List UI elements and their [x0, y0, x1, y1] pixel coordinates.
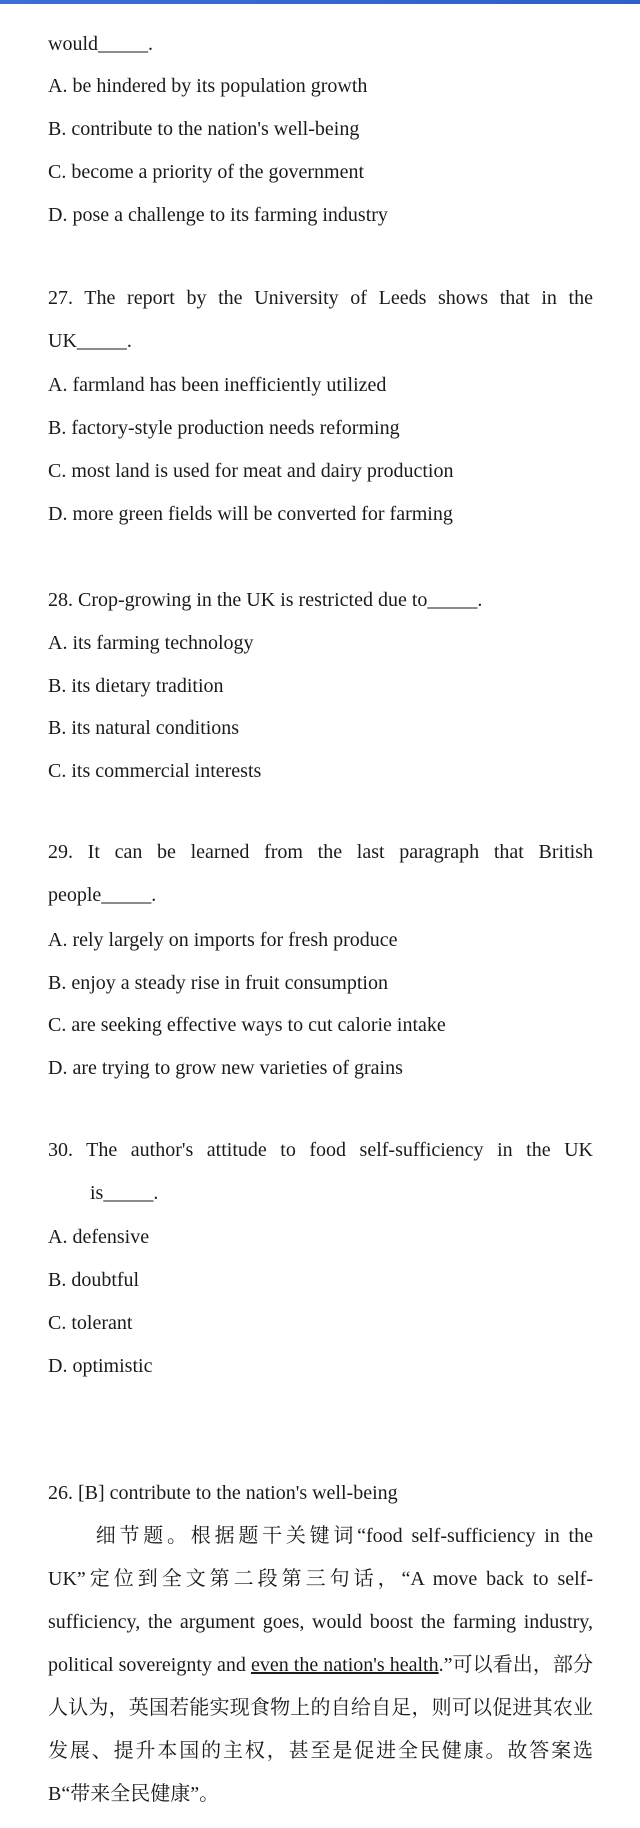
q27-option-d: D. more green fields will be converted for farming: [48, 503, 453, 525]
q30-option-a: A. defensive: [48, 1226, 150, 1248]
q29-stem: [48, 831, 593, 917]
answer-quote-underlined: even the nation's health: [250, 1654, 439, 1676]
q27-stem: [48, 277, 593, 363]
q28-stem: 28. Crop-growing in the UK is restricted due to_____.: [48, 589, 483, 611]
q29-option-d: D. are trying to grow new varieties of grains: [48, 1057, 403, 1079]
q26-option-d: D. pose a challenge to its farming industry: [48, 204, 388, 226]
answer-title: 26. [B] contribute to the nation's well-being: [48, 1482, 398, 1504]
q27-option-a: A. farmland has been inefficiently utilized: [48, 374, 387, 396]
q29-stem-line-2: people_____.: [48, 884, 157, 906]
q28-option-a: A. its farming technology: [48, 632, 254, 654]
q27-stem-line-2: UK_____.: [48, 330, 132, 352]
answer-explanation: [48, 1515, 593, 1816]
q30-option-b: B. doubtful: [48, 1269, 140, 1291]
q26-option-c: C. become a priority of the government: [48, 161, 365, 183]
q26-option-a: A. be hindered by its population growth: [48, 75, 368, 97]
q28-option-b: B. its dietary tradition: [48, 675, 224, 697]
q26-stem-tail: would_____.: [48, 33, 153, 55]
top-accent-bar: [0, 0, 640, 4]
q27-option-c: C. most land is used for meat and dairy production: [48, 460, 454, 482]
answer-explanation-text: 细节题。根据题干关键词“food self-sufficiency in the UK”定位到全文第二段第三句话，“A move back to self-sufficiency, the argument goes, would boost the farming industry, political sovereignty and: [48, 1525, 593, 1676]
q30-option-c: C. tolerant: [48, 1312, 133, 1334]
q29-option-c: C. are seeking effective ways to cut calorie intake: [48, 1014, 446, 1036]
q29-option-b: B. enjoy a steady rise in fruit consumption: [48, 972, 388, 994]
q29-option-a: A. rely largely on imports for fresh produce: [48, 929, 398, 951]
answer-explanation-end: .”可以看出，部分人认为，英国若能实现食物上的自给自足，则可以促进其农业发展、提升本国的主权，甚至是促进全民健康。故答案选 B“带来全民健康”。: [48, 1654, 593, 1805]
q28-option-c: C. its commercial interests: [48, 760, 262, 782]
q27-option-b: B. factory-style production needs reforming: [48, 417, 400, 439]
q30-option-d: D. optimistic: [48, 1355, 153, 1377]
q30-stem-line-1: 30. The author's attitude to food self-sufficiency in the UK: [48, 1139, 593, 1161]
q27-stem-line-1: 27. The report by the University of Leeds shows that in the: [48, 287, 593, 309]
q28-option-b2: B. its natural conditions: [48, 717, 240, 739]
q30-stem: [48, 1129, 593, 1215]
q26-option-b: B. contribute to the nation's well-being: [48, 118, 360, 140]
q29-stem-line-1: 29. It can be learned from the last paragraph that British: [48, 841, 593, 863]
q30-stem-line-2: is_____.: [90, 1182, 159, 1204]
